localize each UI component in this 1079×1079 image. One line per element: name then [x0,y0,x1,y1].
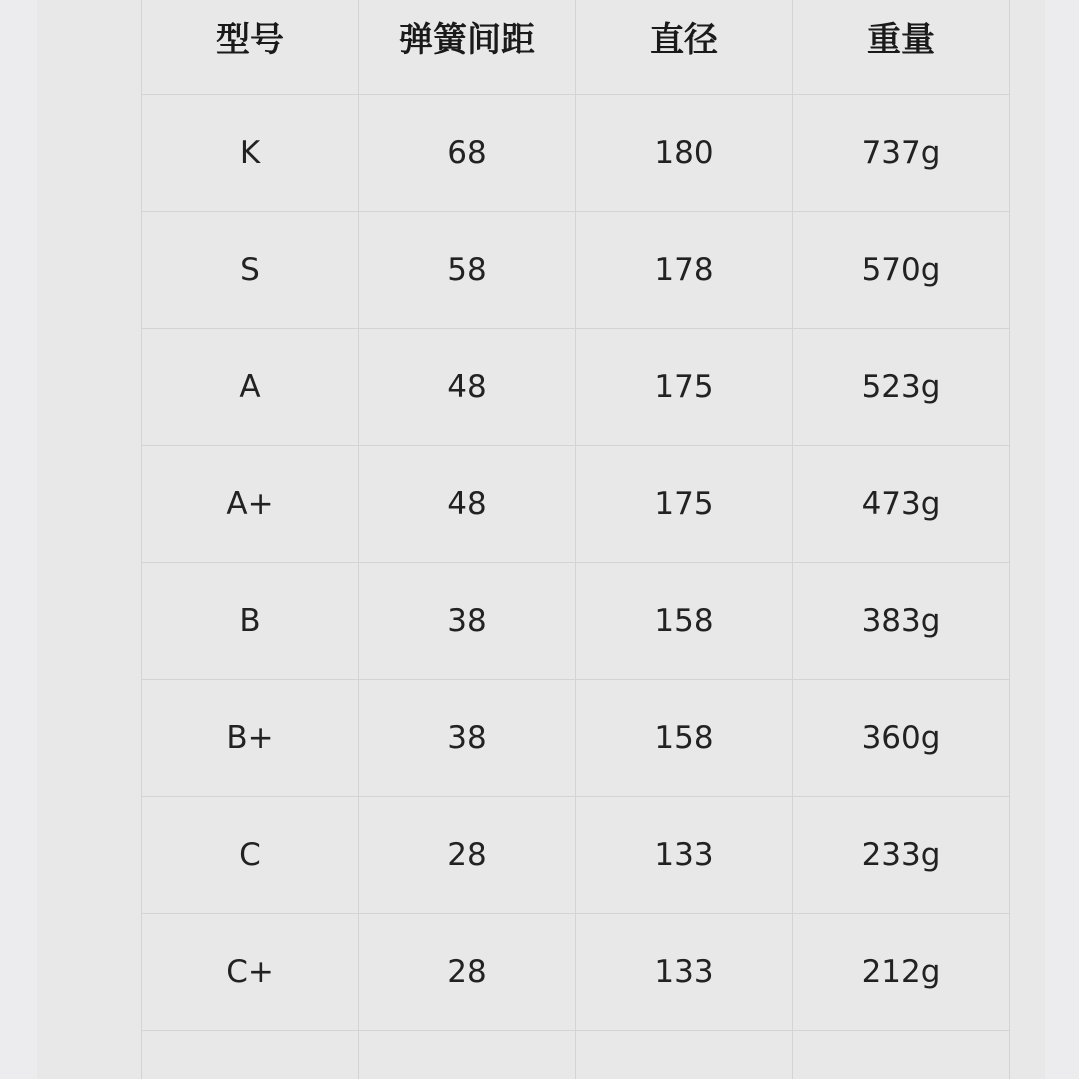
cell-weight: 737g [793,95,1010,212]
header-spring-spacing: 弹簧间距 [359,0,576,95]
cell-spring-spacing: 38 [359,680,576,797]
cell-diameter: 180 [576,95,793,212]
cell-model: S [142,212,359,329]
spec-table [141,0,1010,1079]
cell-weight: 570g [793,212,1010,329]
cell-spring-spacing: 68 [359,95,576,212]
cell-model: B [142,563,359,680]
cell-diameter: 133 [576,914,793,1031]
cell-weight: 383g [793,563,1010,680]
table-row [142,212,1010,329]
cell-spring-spacing: 48 [359,446,576,563]
cell-model: A [142,329,359,446]
header-diameter: 直径 [576,0,793,95]
cell-model: K [142,95,359,212]
table-row [142,680,1010,797]
cell-diameter: 175 [576,446,793,563]
table-row [142,329,1010,446]
content-panel [37,0,1045,1079]
cell-model: A+ [142,446,359,563]
cell-diameter: 175 [576,329,793,446]
cell-weight: 233g [793,797,1010,914]
cell-spring-spacing: 28 [359,797,576,914]
cell-diameter: 158 [576,563,793,680]
cell-spring-spacing: 48 [359,329,576,446]
cell-spring-spacing: 38 [359,563,576,680]
header-weight: 重量 [793,0,1010,95]
cell-diameter [576,1031,793,1079]
cell-model: C [142,797,359,914]
cell-model: C+ [142,914,359,1031]
table-row [142,95,1010,212]
cell-weight: 523g [793,329,1010,446]
header-model: 型号 [142,0,359,95]
cell-spring-spacing: 28 [359,914,576,1031]
table-row [142,914,1010,1031]
cell-weight: 473g [793,446,1010,563]
cell-diameter: 158 [576,680,793,797]
cell-spring-spacing: 58 [359,212,576,329]
cell-spring-spacing [359,1031,576,1079]
cell-model: B+ [142,680,359,797]
cell-model [142,1031,359,1079]
table-row [142,1031,1010,1079]
cell-weight [793,1031,1010,1079]
table-row [142,446,1010,563]
cell-weight: 360g [793,680,1010,797]
cell-weight: 212g [793,914,1010,1031]
table-row [142,797,1010,914]
table-header-row [142,0,1010,95]
cell-diameter: 133 [576,797,793,914]
cell-diameter: 178 [576,212,793,329]
table-row [142,563,1010,680]
